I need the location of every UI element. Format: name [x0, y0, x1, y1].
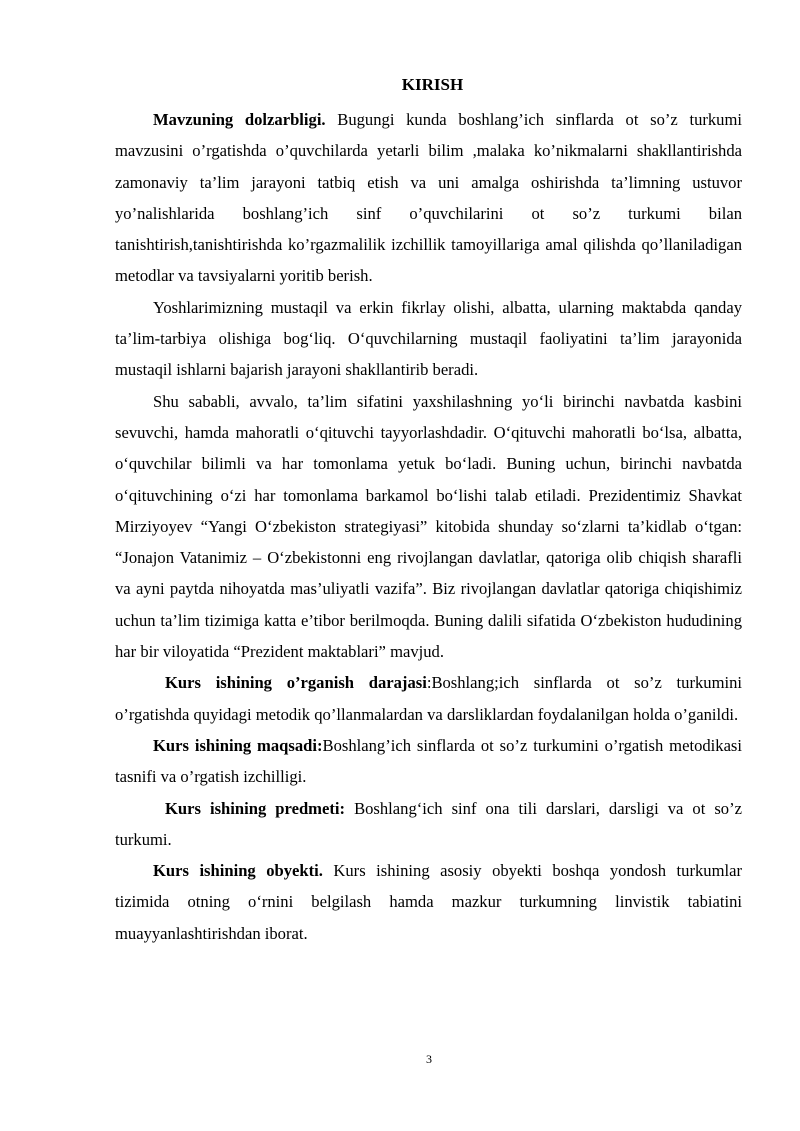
paragraph-text: :Boshlang;ich sinflarda ot so’z turkumini o’rgatishda quyidagi metodik qo’llanmalardan va darsliklardan foydalanilgan holda o’ganildi. — [115, 673, 743, 724]
paragraph-lead: Kurs ishining o’rganish darajasi — [165, 673, 427, 693]
paragraph-relevance — [115, 104, 742, 292]
paragraph-text: Bugungi kunda boshlang’ich sinflarda ot so’z turkumi mavzusini o’rgatishda o’quvchilarda yetarli bilim ,malaka ko’nikmalarni shakllantirishda zamonaviy ta’lim jarayoni tatbiq etish va uni amalga oshirishda ta’limning ustuvor yo’nalishlarida boshlang’ich sinf o’quvchilarini ot so’z turkumi bilan tanishtirish,tanishtirishda ko’rgazmalilik izchillik tamoyillariga amal qilishda qo’llaniladigan metodlar va tavsiyalarni yoritib berish. — [115, 110, 742, 286]
paragraph-study-level — [115, 667, 742, 730]
document-page — [115, 72, 742, 949]
paragraph-goal — [115, 730, 742, 793]
paragraph-text: Boshlang‘ich sinf ona tili darslari, darsligi va ot so’z turkumi. — [115, 798, 742, 849]
paragraph-subject — [115, 793, 742, 856]
page-number: 3 — [426, 1052, 432, 1066]
paragraph-text: Boshlang’ich sinflarda ot so’z turkumini o’rgatish metodikasi tasnifi va o’rgatish izchilligi. — [115, 735, 742, 787]
paragraph-lead: Kurs ishining obyekti. — [153, 861, 323, 881]
paragraph-lead: Kurs ishining maqsadi: — [153, 735, 323, 755]
paragraph-text: Kurs ishining asosiy obyekti boshqa yondosh turkumlar tizimida otning o‘rnini belgilash hamda mazkur turkumning linvistik tabiatini muayyanlashtirishdan iborat. — [115, 861, 742, 943]
paragraph-text: Yoshlarimizning mustaqil va erkin fikrlay olishi, albatta, ularning maktabda qanday ta’lim-tarbiya olishiga bog‘liq. O‘quvchilarning mustaqil faoliyatini ta’lim jarayonida mustaqil ishlarni bajarish jarayoni shakllantirib beradi. — [115, 297, 742, 380]
paragraph-lead: Mavzuning dolzarbligi. — [153, 110, 326, 129]
paragraph-text: Shu sababli, avvalo, ta’lim sifatini yaxshilashning yo‘li birinchi navbatda kasbini sevuvchi, hamda mahoratli o‘qituvchi tayyorlashdadir. O‘qituvchi mahoratli bo‘lsa, albatta, o‘quvchilar bilimli va har tomonlama yetuk bo‘ladi. Buning uchun, birinchi navbatda o‘qituvchining o‘zi har tomonlama barkamol bo‘lishi talab etiladi. Prezidentimiz Shavkat Mirziyoyev “Yangi O‘zbekiston strategiyasi” kitobida shunday so‘zlarni ta’kidlab o‘tgan: “Jonajon Vatanimiz – O‘zbekistonni eng rivojlangan davlatlar, qatoriga olib chiqish sharafli va ayni paytda nihoyatda mas’uliyatli vazifa”. Biz rivojlangan davlatlar qatoriga chiqishimiz uchun ta’lim tizimiga katta e’tibor berilmoqda. Buning dalili sifatida O‘zbekiston hududining har bir viloyatida “Prezident maktablari” mavjud. — [115, 391, 742, 662]
paragraph-youth — [115, 292, 742, 386]
document-title: KIRISH — [401, 75, 464, 94]
paragraph-quality — [115, 386, 742, 668]
paragraph-object — [115, 855, 742, 949]
paragraph-lead: Kurs ishining predmeti: — [165, 798, 346, 818]
